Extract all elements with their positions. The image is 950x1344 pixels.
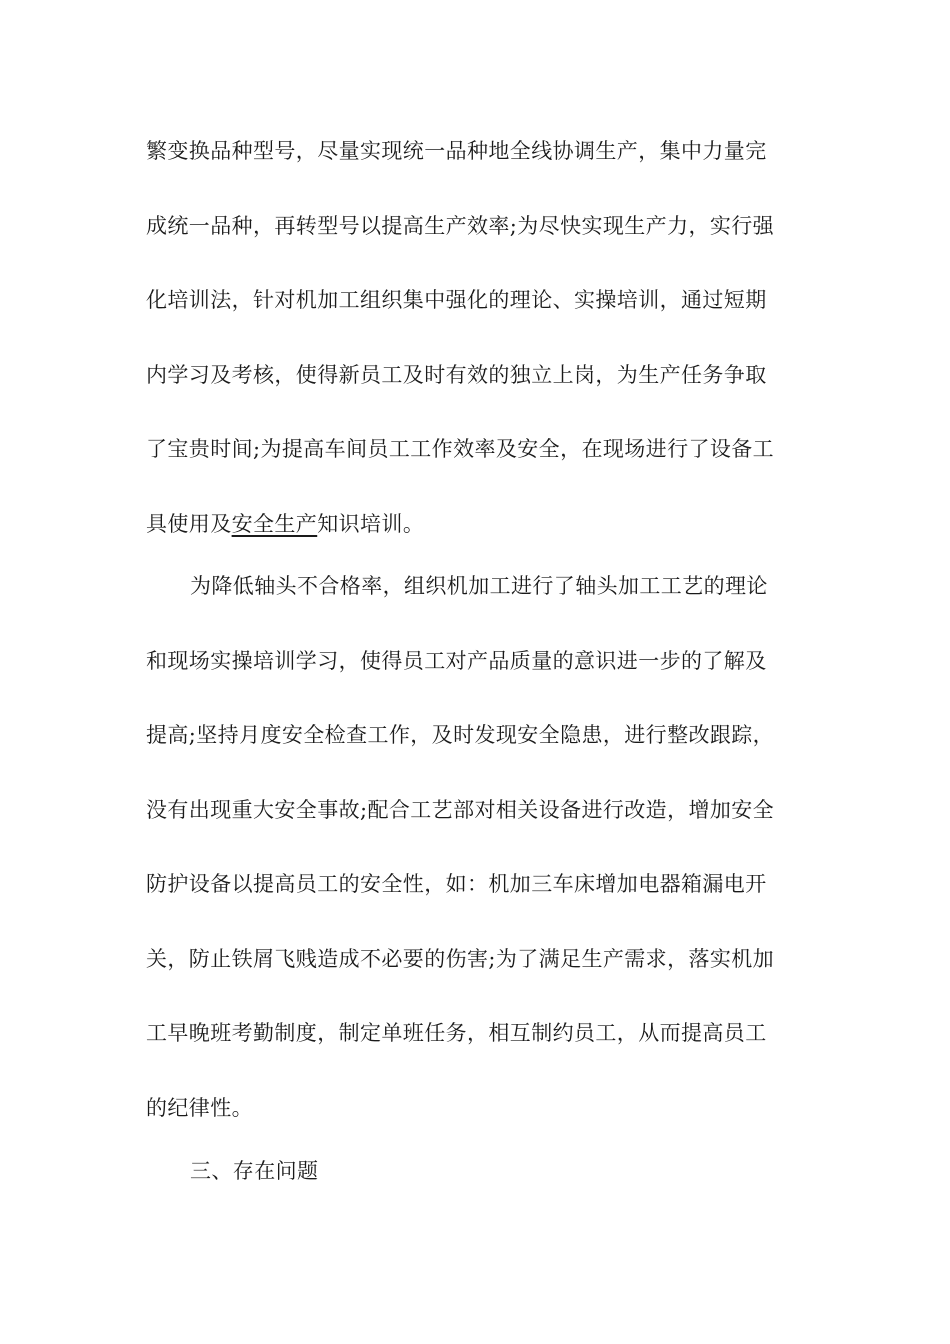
paragraph-line: 化培训法，针对机加工组织集中强化的理论、实操培训，通过短期 (146, 288, 767, 312)
paragraph-line: 关，防止铁屑飞贱造成不必要的伤害;为了满足生产需求，落实机加 (146, 947, 775, 971)
paragraph-line (146, 510, 424, 538)
text-segment: 知识培训。 (317, 512, 425, 536)
paragraph-line: 内学习及考核，使得新员工及时有效的独立上岗，为生产任务争取 (146, 363, 767, 387)
paragraph-line: 和现场实操培训学习，使得员工对产品质量的意识进一步的了解及 (146, 649, 767, 673)
paragraph-line: 防护设备以提高员工的安全性，如：机加三车床增加电器箱漏电开 (146, 872, 767, 896)
paragraph-line: 的纪律性。 (146, 1096, 253, 1120)
paragraph-line: 没有出现重大安全事故;配合工艺部对相关设备进行改造，增加安全 (146, 798, 775, 822)
section-heading: 三、存在问题 (190, 1159, 319, 1183)
paragraph-line: 成统一品种，再转型号以提高生产效率;为尽快实现生产力，实行强 (146, 214, 775, 238)
paragraph-line: 工早晚班考勤制度，制定单班任务，相互制约员工，从而提高员工 (146, 1021, 767, 1045)
paragraph-line: 了宝贵时间;为提高车间员工工作效率及安全，在现场进行了设备工 (146, 437, 775, 461)
paragraph-line: 提高;坚持月度安全检查工作，及时发现安全隐患，进行整改跟踪， (146, 723, 775, 747)
text-segment: 具使用及 (146, 512, 232, 536)
paragraph-line: 为降低轴头不合格率，组织机加工进行了轴头加工工艺的理论 (190, 574, 768, 598)
safety-production-link[interactable]: 安全生产 (231, 512, 318, 536)
paragraph-line: 繁变换品种型号，尽量实现统一品种地全线协调生产，集中力量完 (146, 139, 767, 163)
